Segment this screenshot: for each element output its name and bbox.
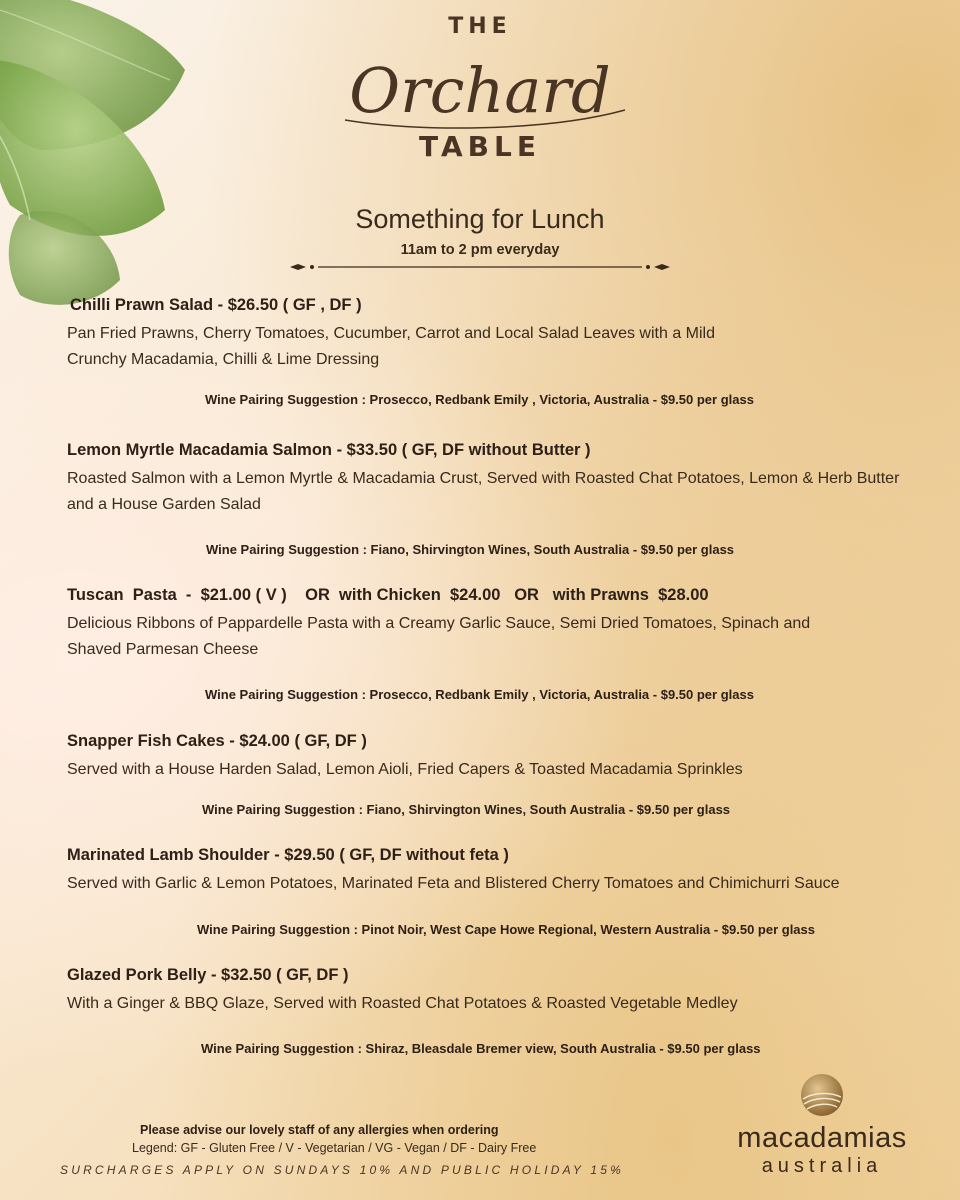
dish-chilli-prawn-salad (67, 296, 930, 373)
section-title: Something for Lunch (355, 204, 605, 234)
dish-description: Served with Garlic & Lemon Potatoes, Marinated Feta and Blistered Cherry Tomatoes and Chimichurri Sauce (67, 875, 840, 892)
logo-the: THE (448, 14, 512, 39)
macadamia-logo-icon (798, 1072, 846, 1118)
wine-pairing: Wine Pairing Suggestion : Prosecco, Redbank Emily , Victoria, Australia - $9.50 per glass (205, 392, 754, 407)
brand-name: macadamias (737, 1122, 907, 1154)
brand-subtitle: australia (761, 1155, 883, 1177)
wine-pairing: Wine Pairing Suggestion : Shiraz, Bleasdale Bremer view, South Australia - $9.50 per glass (201, 1041, 761, 1056)
dish-tuscan-pasta (67, 586, 927, 663)
ornamental-divider (288, 260, 672, 274)
wine-pairing: Wine Pairing Suggestion : Fiano, Shirvington Wines, South Australia - $9.50 per glass (202, 802, 731, 817)
logo-script (325, 40, 635, 140)
allergy-notice: Please advise our lovely staff of any allergies when ordering (140, 1123, 499, 1137)
dietary-legend: Legend: GF - Gluten Free / V - Vegetarian / VG - Vegan / DF - Dairy Free (132, 1141, 537, 1155)
logo-table: TABLE (419, 130, 541, 163)
dish-glazed-pork-belly (67, 966, 927, 1017)
section-hours: 11am to 2 pm everyday (400, 242, 560, 258)
wine-pairing: Wine Pairing Suggestion : Fiano, Shirvington Wines, South Australia - $9.50 per glass (206, 542, 735, 557)
dish-marinated-lamb-shoulder (67, 846, 927, 897)
wine-pairing: Wine Pairing Suggestion : Prosecco, Redbank Emily , Victoria, Australia - $9.50 per glass (205, 687, 754, 702)
dish-description: Roasted Salmon with a Lemon Myrtle & Macadamia Crust, Served with Roasted Chat Potatoes, Lemon & Herb Butter and a House Garden Salad (67, 470, 900, 513)
surcharge-notice: SURCHARGES APPLY ON SUNDAYS 10% AND PUBLIC HOLIDAY 15% (60, 1163, 625, 1177)
dish-snapper-fish-cakes (67, 732, 927, 783)
dish-title: Tuscan Pasta - $21.00 ( V ) OR with Chicken $24.00 OR with Prawns $28.00 (67, 586, 709, 604)
dish-title: Snapper Fish Cakes - $24.00 ( GF, DF ) (67, 732, 367, 750)
dish-description: With a Ginger & BBQ Glaze, Served with Roasted Chat Potatoes & Roasted Vegetable Medley (67, 995, 738, 1012)
svg-text:Orchard: Orchard (349, 54, 611, 127)
dish-lemon-myrtle-salmon (67, 441, 927, 518)
dish-title: Lemon Myrtle Macadamia Salmon - $33.50 ( GF, DF without Butter ) (67, 441, 591, 459)
dish-title: Glazed Pork Belly - $32.50 ( GF, DF ) (67, 966, 349, 984)
dish-description: Served with a House Harden Salad, Lemon Aioli, Fried Capers & Toasted Macadamia Sprinkles (67, 761, 743, 778)
dish-description: Delicious Ribbons of Pappardelle Pasta with a Creamy Garlic Sauce, Semi Dried Tomatoes, Spinach and Shaved Parmesan Cheese (67, 615, 811, 658)
dish-description: Pan Fried Prawns, Cherry Tomatoes, Cucumber, Carrot and Local Salad Leaves with a Mild Crunchy Macadamia, Chilli & Lime Dressing (67, 325, 716, 368)
dish-title: Marinated Lamb Shoulder - $29.50 ( GF, DF without feta ) (67, 846, 509, 864)
wine-pairing: Wine Pairing Suggestion : Pinot Noir, West Cape Howe Regional, Western Australia - $9.50 per glass (197, 922, 816, 937)
dish-title: Chilli Prawn Salad - $26.50 ( GF , DF ) (70, 296, 362, 314)
